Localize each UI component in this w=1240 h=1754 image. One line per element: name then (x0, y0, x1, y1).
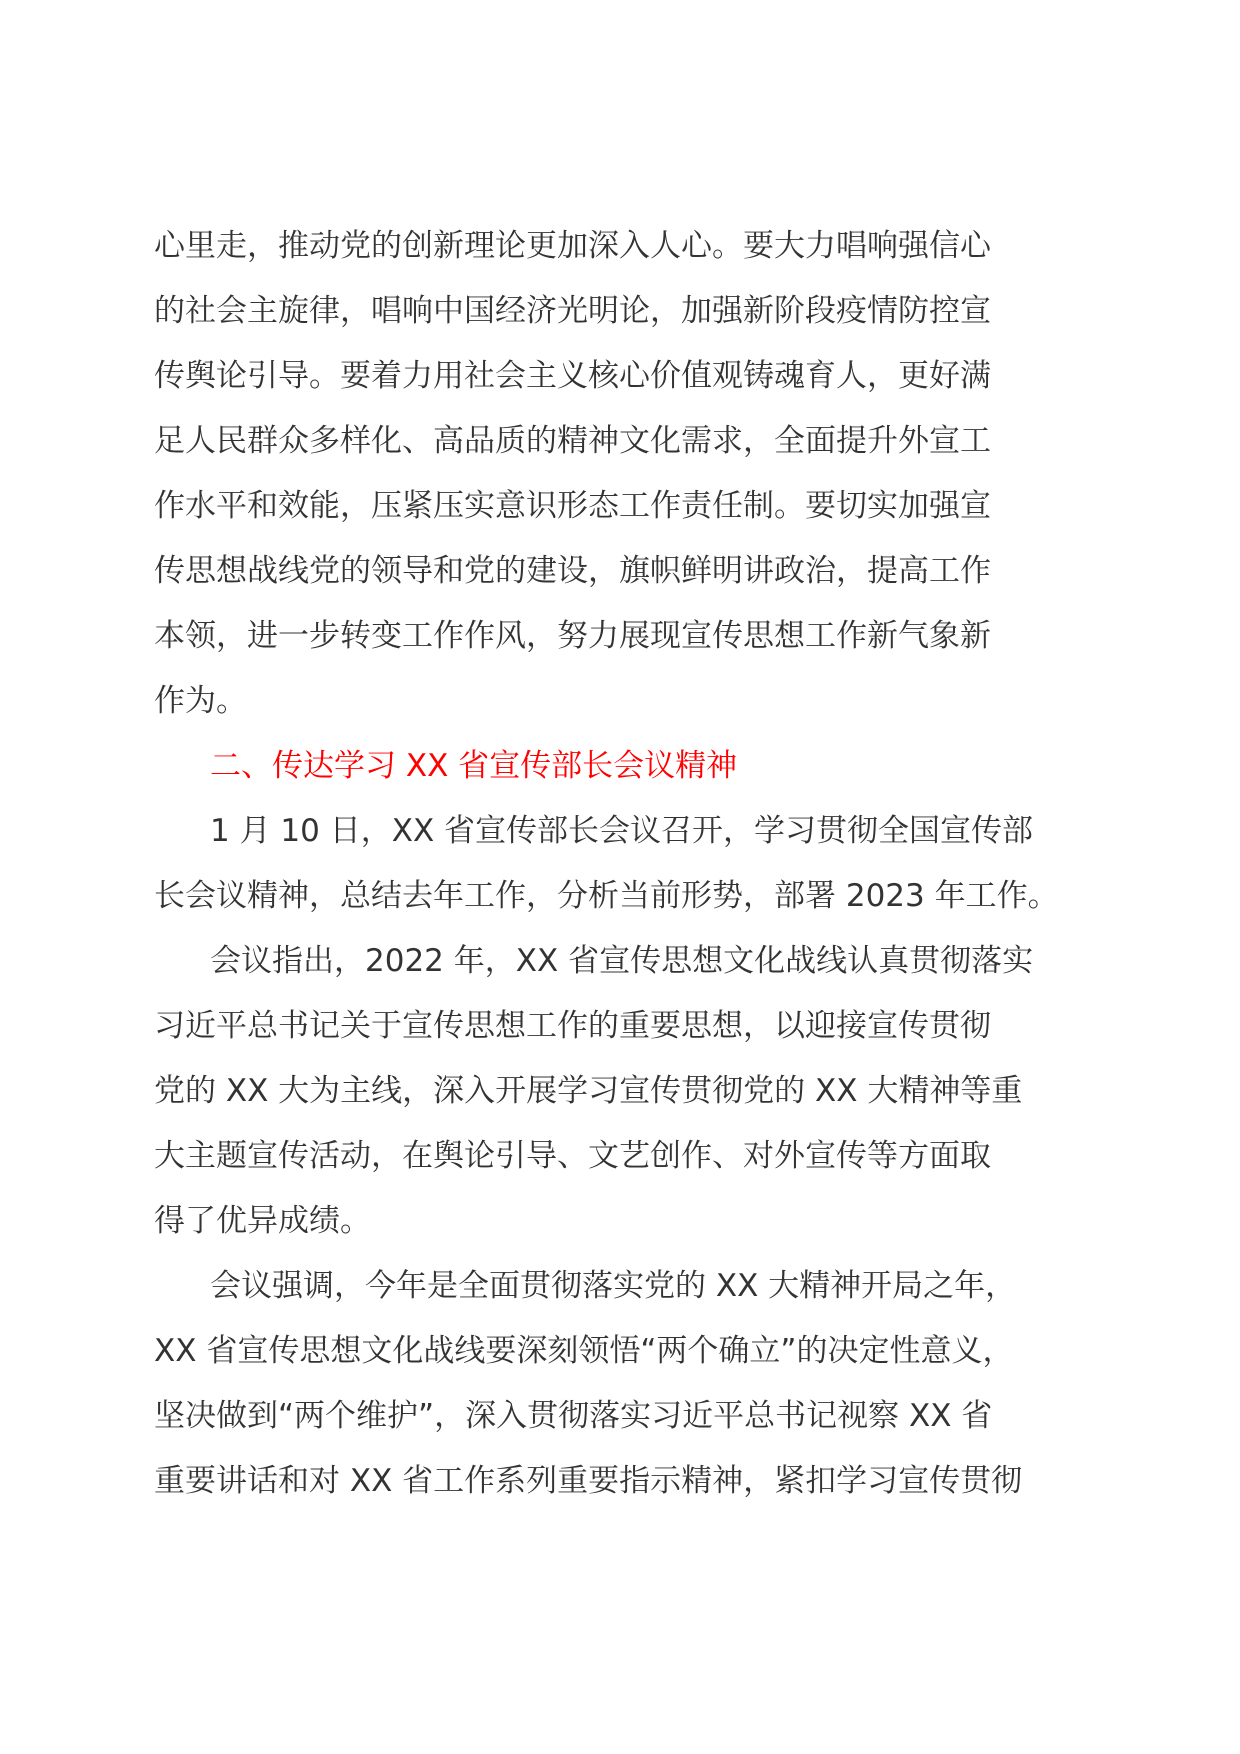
paragraph-1 (154, 214, 1094, 734)
text-line: 得了优异成绩。 (154, 1203, 371, 1239)
text-line: 作水平和效能，压紧压实意识形态工作责任制。要切实加强宣 (154, 488, 991, 524)
text-line: 心里走，推动党的创新理论更加深入人心。要大力唱响强信心 (154, 228, 991, 264)
text-line: 传思想战线党的领导和党的建设，旗帜鲜明讲政治，提高工作 (154, 553, 991, 589)
text-line: 会议指出，2022 年，XX 省宣传思想文化战线认真贯彻落实 (210, 943, 1034, 979)
text-line: 长会议精神，总结去年工作，分析当前形势，部署 2023 年工作。 (154, 878, 1059, 914)
text-line: 足人民群众多样化、高品质的精神文化需求，全面提升外宣工 (154, 423, 991, 459)
text-line: 本领，进一步转变工作作风，努力展现宣传思想工作新气象新 (154, 618, 991, 654)
paragraph-4 (154, 1254, 1094, 1514)
text-line: 大主题宣传活动，在舆论引导、文艺创作、对外宣传等方面取 (154, 1138, 991, 1174)
text-line: 1 月 10 日，XX 省宣传部长会议召开，学习贯彻全国宣传部 (210, 813, 1034, 849)
paragraph-2 (154, 799, 1094, 929)
section-heading: 二、传达学习 XX 省宣传部长会议精神 (210, 748, 738, 784)
text-line: XX 省宣传思想文化战线要深刻领悟“两个确立”的决定性意义， (154, 1333, 1014, 1369)
text-line: 党的 XX 大为主线，深入开展学习宣传贯彻党的 XX 大精神等重 (154, 1073, 1023, 1109)
text-line: 习近平总书记关于宣传思想工作的重要思想，以迎接宣传贯彻 (154, 1008, 991, 1044)
text-line: 作为。 (154, 683, 247, 719)
text-line: 传舆论引导。要着力用社会主义核心价值观铸魂育人，更好满 (154, 358, 991, 394)
text-line: 重要讲话和对 XX 省工作系列重要指示精神，紧扣学习宣传贯彻 (154, 1463, 1023, 1499)
text-line: 坚决做到“两个维护”，深入贯彻落实习近平总书记视察 XX 省 (154, 1398, 993, 1434)
text-line: 会议强调，今年是全面贯彻落实党的 XX 大精神开局之年， (210, 1268, 1017, 1304)
document-body (154, 214, 1094, 1514)
paragraph-3 (154, 929, 1094, 1254)
text-line: 的社会主旋律，唱响中国经济光明论，加强新阶段疫情防控宣 (154, 293, 991, 329)
